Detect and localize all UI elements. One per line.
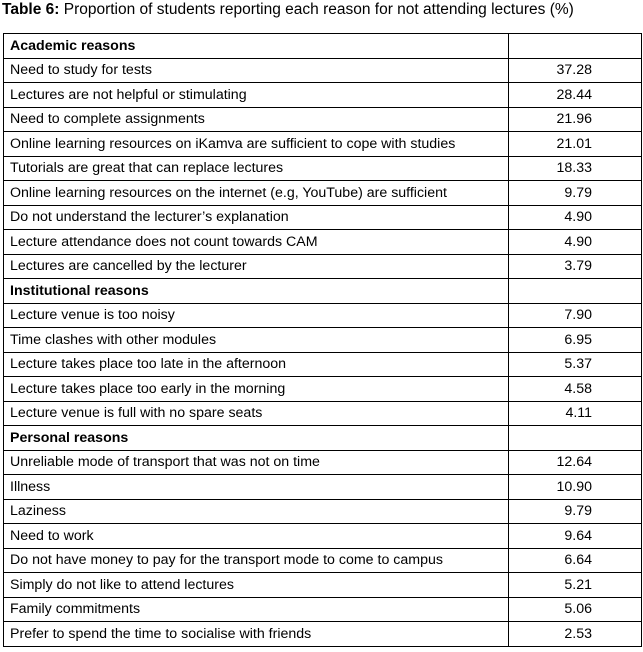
table-row: [4, 83, 642, 108]
table-row: [4, 401, 642, 426]
reason-label: Online learning resources on the internet (e.g, YouTube) are sufficient: [4, 181, 509, 206]
table-row: [4, 524, 642, 549]
table-row: [4, 303, 642, 328]
section-value-cell: [509, 279, 642, 304]
reason-label: Lecture venue is full with no spare seats: [4, 401, 509, 426]
table-row: [4, 352, 642, 377]
table-row: [4, 573, 642, 598]
reason-label: Lectures are cancelled by the lecturer: [4, 254, 509, 279]
table-row: [4, 205, 642, 230]
table-row: [4, 622, 642, 647]
table-row: [4, 181, 642, 206]
reason-label: Need to study for tests: [4, 58, 509, 83]
caption-text: Proportion of students reporting each reason for not attending lectures (%): [59, 1, 574, 18]
reason-label: Lectures are not helpful or stimulating: [4, 83, 509, 108]
table-row: [4, 254, 642, 279]
reason-percentage: 6.95: [509, 328, 642, 353]
reason-label: Online learning resources on iKamva are sufficient to cope with studies: [4, 132, 509, 157]
reason-percentage: 4.11: [509, 401, 642, 426]
table-row: [4, 475, 642, 500]
reason-label: Do not understand the lecturer’s explanation: [4, 205, 509, 230]
reason-percentage: 18.33: [509, 156, 642, 181]
reason-label: Lecture venue is too noisy: [4, 303, 509, 328]
reason-label: Simply do not like to attend lectures: [4, 573, 509, 598]
reason-percentage: 3.79: [509, 254, 642, 279]
section-header-row: [4, 426, 642, 451]
reason-percentage: 28.44: [509, 83, 642, 108]
reason-percentage: 5.06: [509, 597, 642, 622]
reason-percentage: 4.58: [509, 377, 642, 402]
reason-percentage: 2.53: [509, 622, 642, 647]
table-row: [4, 156, 642, 181]
reason-label: Lecture takes place too late in the afternoon: [4, 352, 509, 377]
reason-percentage: 10.90: [509, 475, 642, 500]
table-row: [4, 132, 642, 157]
reason-percentage: 9.64: [509, 524, 642, 549]
reason-label: Unreliable mode of transport that was not on time: [4, 450, 509, 475]
reason-label: Prefer to spend the time to socialise with friends: [4, 622, 509, 647]
reason-percentage: 21.01: [509, 132, 642, 157]
reason-percentage: 5.37: [509, 352, 642, 377]
reason-percentage: 12.64: [509, 450, 642, 475]
section-value-cell: [509, 34, 642, 59]
reason-percentage: 37.28: [509, 58, 642, 83]
reason-label: Tutorials are great that can replace lectures: [4, 156, 509, 181]
table-row: [4, 377, 642, 402]
table-row: [4, 499, 642, 524]
table-row: [4, 328, 642, 353]
table-caption: [2, 0, 574, 20]
section-title: Academic reasons: [4, 34, 509, 59]
reason-label: Lecture attendance does not count towards CAM: [4, 230, 509, 255]
section-title: Personal reasons: [4, 426, 509, 451]
reason-label: Laziness: [4, 499, 509, 524]
section-value-cell: [509, 426, 642, 451]
section-title: Institutional reasons: [4, 279, 509, 304]
reason-percentage: 21.96: [509, 107, 642, 132]
reason-percentage: 6.64: [509, 548, 642, 573]
reason-label: Need to work: [4, 524, 509, 549]
table-row: [4, 230, 642, 255]
reason-label: Family commitments: [4, 597, 509, 622]
section-header-row: [4, 34, 642, 59]
reason-percentage: 5.21: [509, 573, 642, 598]
reason-label: Need to complete assignments: [4, 107, 509, 132]
reason-label: Illness: [4, 475, 509, 500]
reason-label: Time clashes with other modules: [4, 328, 509, 353]
table-row: [4, 58, 642, 83]
reason-percentage: 9.79: [509, 499, 642, 524]
section-header-row: [4, 279, 642, 304]
reason-percentage: 4.90: [509, 205, 642, 230]
table-row: [4, 107, 642, 132]
table-body: [4, 34, 642, 647]
reasons-table: [3, 33, 642, 647]
reason-percentage: 9.79: [509, 181, 642, 206]
table-row: [4, 450, 642, 475]
table-row: [4, 548, 642, 573]
caption-label: Table 6:: [2, 1, 60, 18]
reason-percentage: 7.90: [509, 303, 642, 328]
reason-percentage: 4.90: [509, 230, 642, 255]
reason-label: Do not have money to pay for the transport mode to come to campus: [4, 548, 509, 573]
reason-label: Lecture takes place too early in the morning: [4, 377, 509, 402]
table-row: [4, 597, 642, 622]
